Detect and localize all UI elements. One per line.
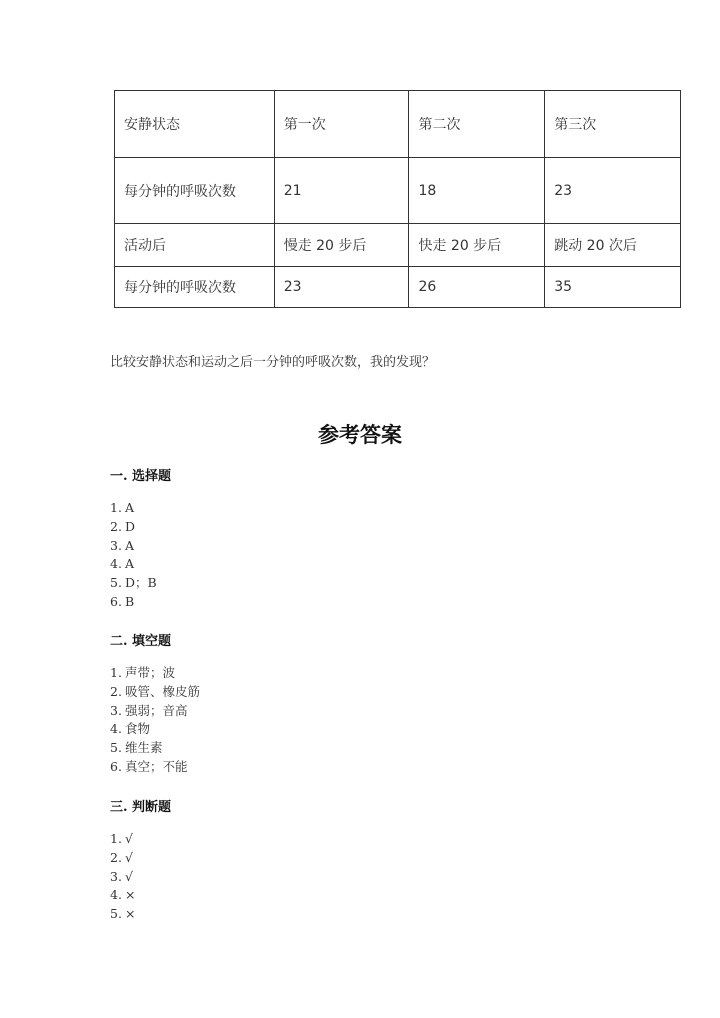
table-cell: 快走 20 步后 [409,224,545,267]
table-row [115,267,681,308]
item-number: 5. [110,740,122,756]
table-cell: 每分钟的呼吸次数 [115,267,275,308]
list-item [110,702,200,721]
item-number: 3. [110,537,122,553]
item-number: 5. [110,575,122,591]
item-answer: × [124,887,136,903]
list-item [110,886,135,905]
item-answer: A [124,537,134,553]
list-item [110,868,135,887]
item-number: 1. [110,665,122,680]
item-answer: 声带；波 [124,665,175,680]
section-heading-choice: 一. 选择题 [110,469,172,484]
item-answer: 吸管、橡皮筋 [124,683,200,699]
table-cell: 跳动 20 次后 [545,224,681,267]
question-text: 比较安静状态和运动之后一分钟的呼吸次数，我的发现？ [110,355,436,370]
item-number: 4. [110,556,122,572]
section-heading-fill: 二. 填空题 [110,634,172,649]
item-number: 3. [110,702,122,718]
item-answer: B [124,593,135,609]
answers-title: 参考答案 [318,422,402,447]
list-item [110,664,200,683]
item-number: 4. [110,887,122,903]
list-item [110,518,157,537]
item-answer: √ [124,831,133,846]
item-number: 1. [110,500,122,515]
table-cell: 安静状态 [115,91,275,158]
item-answer: 食物 [124,721,150,737]
list-item [110,593,157,612]
breathing-rate-table [114,90,681,308]
table-row [115,158,681,224]
item-answer: 强弱；音高 [124,702,188,718]
item-answer: D [124,518,135,534]
table-cell: 第二次 [409,91,545,158]
list-item [110,739,200,758]
item-number: 6. [110,758,122,774]
list-item [110,555,157,574]
item-answer: √ [124,849,133,865]
item-number: 4. [110,721,122,737]
table-cell: 35 [545,267,681,308]
table-cell: 活动后 [115,224,275,267]
item-number: 5. [110,906,122,922]
item-number: 1. [110,831,122,846]
item-number: 6. [110,593,122,609]
answer-list-judge [110,830,135,924]
table-cell: 慢走 20 步后 [274,224,409,267]
item-answer: 维生素 [124,740,163,756]
item-answer: D；B [124,575,157,591]
list-item [110,905,135,924]
list-item [110,574,157,593]
item-number: 2. [110,683,122,699]
list-item [110,830,135,849]
table-row [115,91,681,158]
table-cell: 21 [274,158,409,224]
list-item [110,537,157,556]
list-item [110,499,157,518]
list-item [110,720,200,739]
table-cell: 23 [274,267,409,308]
item-answer: A [124,556,134,572]
item-number: 2. [110,518,122,534]
item-answer: A [124,500,134,515]
section-heading-judge: 三. 判断题 [110,800,172,815]
item-answer: × [124,906,136,922]
item-number: 2. [110,849,122,865]
table-cell: 26 [409,267,545,308]
table-cell: 第三次 [545,91,681,158]
table-cell: 每分钟的呼吸次数 [115,158,275,224]
answer-list-choice [110,499,157,612]
table-cell: 第一次 [274,91,409,158]
item-answer: 真空；不能 [124,758,188,774]
item-answer: √ [124,868,133,884]
item-number: 3. [110,868,122,884]
list-item [110,758,200,777]
table-cell: 18 [409,158,545,224]
table-row [115,224,681,267]
list-item [110,849,135,868]
list-item [110,683,200,702]
answer-list-fill [110,664,200,777]
table-cell: 23 [545,158,681,224]
